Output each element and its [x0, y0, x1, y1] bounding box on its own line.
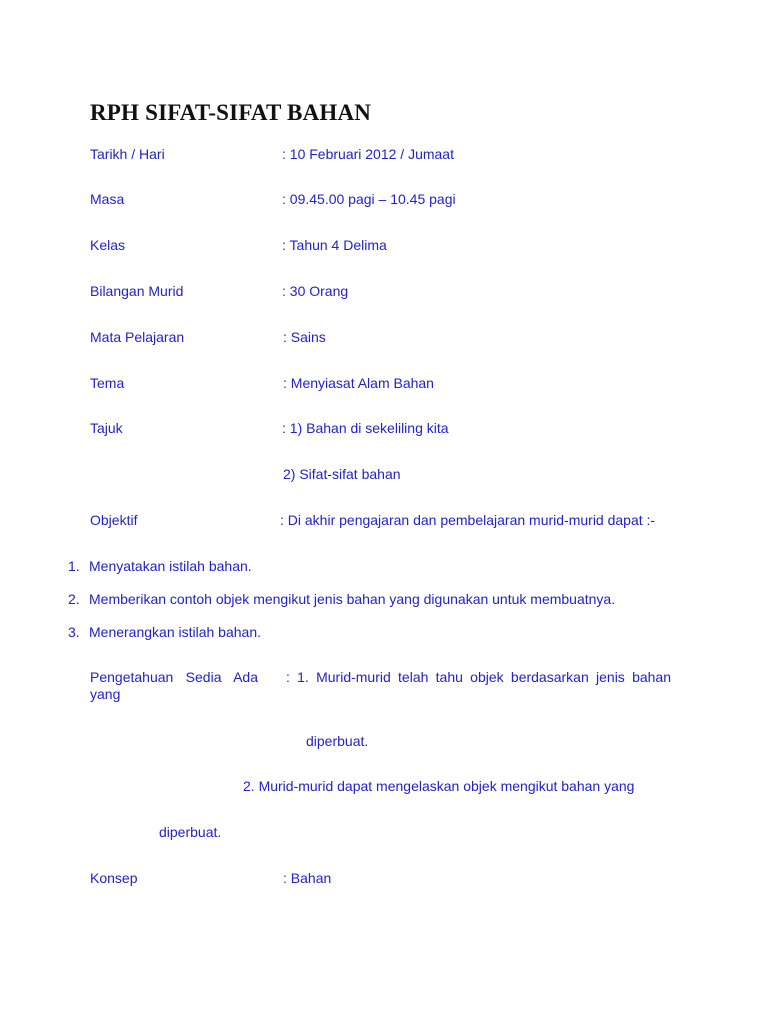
- field-value-bilangan-murid: : 30 Orang: [282, 283, 349, 299]
- field-value-tarikh: : 10 Februari 2012 / Jumaat: [282, 146, 454, 162]
- field-label-tajuk: Tajuk: [90, 420, 123, 436]
- objektif-item-text: Menyatakan istilah bahan.: [89, 558, 252, 574]
- field-label-tarikh: Tarikh / Hari: [90, 146, 165, 162]
- pengetahuan-label-line1: Pengetahuan Sedia Ada: [90, 669, 258, 685]
- field-value-mata-pelajaran: : Sains: [283, 329, 326, 345]
- field-label-tema: Tema: [90, 375, 125, 391]
- document-title: RPH SIFAT-SIFAT BAHAN: [90, 100, 372, 125]
- field-label-kelas: Kelas: [90, 237, 126, 253]
- field-value-tema: : Menyiasat Alam Bahan: [283, 375, 434, 391]
- field-value-konsep: : Bahan: [283, 870, 332, 886]
- objektif-item-number: 3.: [68, 624, 80, 640]
- pengetahuan-item-2: 2. Murid-murid dapat mengelaskan objek mengikut bahan yang: [243, 778, 635, 794]
- pengetahuan-item-2-continued: diperbuat.: [159, 824, 222, 840]
- objektif-item-text: Menerangkan istilah bahan.: [89, 624, 262, 640]
- field-label-masa: Masa: [90, 191, 125, 207]
- objektif-item-number: 1.: [68, 558, 80, 574]
- field-value-tajuk: : 1) Bahan di sekeliling kita: [282, 420, 449, 436]
- field-value-objektif: : Di akhir pengajaran dan pembelajaran murid-murid dapat :-: [280, 512, 656, 528]
- pengetahuan-block: [90, 669, 678, 703]
- field-label-bilangan-murid: Bilangan Murid: [90, 283, 184, 299]
- pengetahuan-label-line2: yang: [90, 686, 121, 702]
- objektif-item-number: 2.: [68, 591, 80, 607]
- field-value-kelas: : Tahun 4 Delima: [282, 237, 387, 253]
- pengetahuan-label: [90, 669, 258, 703]
- objektif-item-text: Memberikan contoh objek mengikut jenis bahan yang digunakan untuk membuatnya.: [89, 591, 616, 607]
- pengetahuan-item-1-continued: diperbuat.: [306, 733, 369, 749]
- field-label-konsep: Konsep: [90, 870, 138, 886]
- field-value-masa: : 09.45.00 pagi – 10.45 pagi: [282, 191, 456, 207]
- field-value-tajuk-2: 2) Sifat-sifat bahan: [283, 466, 401, 482]
- field-label-objektif: Objektif: [90, 512, 138, 528]
- pengetahuan-item-1: : 1. Murid-murid telah tahu objek berdasarkan jenis bahan: [286, 669, 671, 685]
- field-label-mata-pelajaran: Mata Pelajaran: [90, 329, 185, 345]
